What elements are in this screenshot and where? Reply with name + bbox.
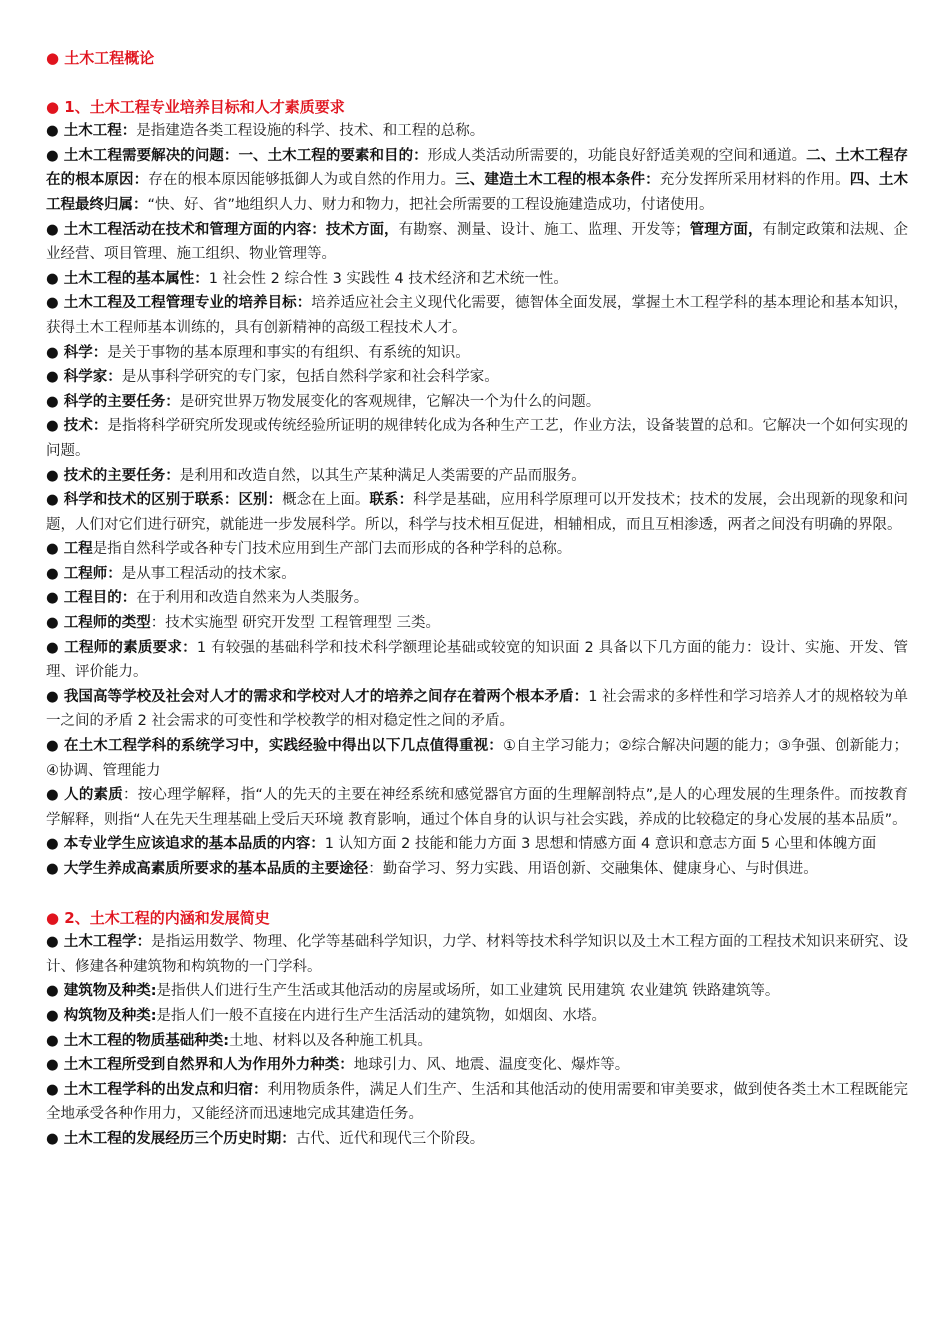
list-item <box>46 218 908 267</box>
item-text: 是指建造各类工程设施的科学、技术、和工程的总称。 <box>136 123 485 140</box>
list-item <box>46 365 908 390</box>
item-text: 1 有较强的基础科学和技术科学额理论基础或较宽的知识面 2 具备以下几方面的能力：设计、实施、开发、管理、评价能力。 <box>46 639 908 681</box>
item-text: 存在的根本原因能够抵御人为或自然的作用力。 <box>148 172 456 189</box>
list-item <box>46 1029 908 1054</box>
item-text: 土地、材料以及各种施工机具。 <box>229 1032 432 1049</box>
item-term: ● 大学生养成高素质所要求的基本品质的主要途径 <box>46 861 369 877</box>
list-item <box>46 586 908 611</box>
item-term: ● 科学： <box>46 344 108 361</box>
item-term: ● 工程师的素质要求： <box>46 639 197 656</box>
item-term: ● 工程师： <box>46 565 122 582</box>
list-item <box>46 414 908 463</box>
item-term: ● 土木工程的物质基础种类: <box>46 1032 229 1049</box>
list-item <box>46 685 908 734</box>
item-term: ● 土木工程学科的出发点和归宿： <box>46 1081 268 1098</box>
item-term: ● 技术： <box>46 418 108 435</box>
section-2-heading: ● 2、土木工程的内涵和发展简史 <box>46 908 270 927</box>
list-item <box>46 611 908 636</box>
section-2-body <box>46 930 908 1151</box>
item-term: 联系： <box>369 492 414 509</box>
item-text: ：勤奋学习、努力实践、用语创新、交融集体、健康身心、与时俱进。 <box>368 861 818 877</box>
list-item <box>46 119 908 144</box>
item-text: 有勘察、测量、设计、施工、监理、开发等； <box>398 221 690 238</box>
item-text: 是关于事物的基本原理和事实的有组织、有系统的知识。 <box>107 344 470 361</box>
item-text: ①自主学习能力；②综合解决问题的能力；③争强、创新能力；④协调、管理能力 <box>46 738 909 779</box>
item-text: 是研究世界万物发展变化的客观规律，它解决一个为什么的问题。 <box>179 393 601 410</box>
item-term: ● 在土木工程学科的系统学习中，实践经验中得出以下几点值得重视： <box>46 738 503 755</box>
section-1-body <box>46 119 908 881</box>
list-item <box>46 1127 908 1152</box>
document-page <box>46 46 908 1152</box>
item-term: ● 科学的主要任务： <box>46 393 180 410</box>
item-term: ● 本专业学生应该追求的基本品质的内容： <box>46 836 325 853</box>
item-text: 是从事科学研究的专门家，包括自然科学家和社会科学家。 <box>121 369 499 386</box>
list-item <box>46 832 908 857</box>
item-term: ● 建筑物及种类: <box>46 983 157 1000</box>
list-item <box>46 488 908 537</box>
item-text: 是指自然科学或各种专门技术应用到生产部门去而形成的各种学科的总称。 <box>92 541 572 558</box>
item-text: 形成人类活动所需要的，功能良好舒适美观的空间和通道。 <box>427 147 807 164</box>
list-item <box>46 1078 908 1127</box>
item-text: 科学是基础，应用科学原理可以开发技术；技术的发展，会出现新的现象和问题，人们对它们进行研究，就能进一步发展科学。所以，科学与技术相互促进，相辅相成，而且互相渗透，两者之间没有明确的界限。 <box>46 492 909 533</box>
item-text: 地球引力、风、地震、温度变化、爆炸等。 <box>353 1057 630 1074</box>
item-text: 是指将科学研究所发现或传统经验所证明的规律转化成为各种生产工艺，作业方法，设备装置的总和。它解决一个如何实现的问题。 <box>46 418 908 459</box>
list-item <box>46 341 908 366</box>
document-title: ● 土木工程概论 <box>46 49 155 67</box>
item-text: 1 社会性 2 综合性 3 实践性 4 技术经济和艺术统一性。 <box>208 270 568 287</box>
item-term: ● 构筑物及种类: <box>46 1007 157 1024</box>
item-term: ● 人的素质 <box>46 787 123 804</box>
item-text: 是指人们一般不直接在内进行生产生活活动的建筑物，如烟囱、水塔。 <box>156 1007 606 1024</box>
item-term: ● 科学家： <box>46 369 122 386</box>
item-text: 概念在上面。 <box>282 492 370 509</box>
list-item <box>46 636 908 685</box>
item-term: ● 土木工程： <box>46 123 137 140</box>
item-text: 1 社会需求的多样性和学习培养人才的规格较为单一之间的矛盾 2 社会需求的可变性和学校教学的相对稳定性之间的矛盾。 <box>46 688 908 730</box>
item-text: ：按心理学解释，指“人的先天的主要在神经系统和感觉器官方面的生理解剖特点”,是人的心理发展的生理条件。而按教育学解释，则指“人在先天生理基础上受后天环境 教育影响，通过个体自身的认识与社会实践，养成的比较稳定的身心发展的基本品质”。 <box>46 787 908 828</box>
list-item <box>46 537 908 562</box>
list-item <box>46 1053 908 1078</box>
list-item <box>46 857 908 882</box>
item-term: 四、土木工程最终归属： <box>46 172 909 213</box>
list-item <box>46 291 908 340</box>
item-term: ● 土木工程活动在技术和管理方面的内容：技术方面， <box>46 221 399 238</box>
item-text: ：技术实施型 研究开发型 工程管理型 三类。 <box>150 615 441 632</box>
item-term: ● 土木工程所受到自然界和人为作用外力种类： <box>46 1057 354 1074</box>
item-term: ● 我国高等学校及社会对人才的需求和学校对人才的培养之间存在着两个根本矛盾： <box>46 688 589 705</box>
item-term: ● 土木工程的发展经历三个历史时期： <box>46 1130 296 1147</box>
item-text: 是指供人们进行生产生活或其他活动的房屋或场所，如工业建筑 民用建筑 农业建筑 铁路建筑等。 <box>156 983 780 1000</box>
list-item <box>46 734 908 783</box>
item-text: 在于利用和改造自然来为人类服务。 <box>136 590 369 607</box>
item-text: 培养适应社会主义现代化需要，德智体全面发展，掌握土木工程学科的基本理论和基本知识，获得土木工程师基本训练的，具有创新精神的高级工程技术人才。 <box>46 295 908 336</box>
item-text: “快、好、省”地组织人力、财力和物力，把社会所需要的工程设施建造成功，付诸使用。 <box>147 196 714 213</box>
item-term: ● 工程 <box>46 541 93 558</box>
list-item <box>46 783 908 832</box>
item-term: ● 土木工程的基本属性： <box>46 270 209 287</box>
list-item <box>46 267 908 292</box>
item-text: 是利用和改造自然，以其生产某种满足人类需要的产品而服务。 <box>179 467 586 484</box>
item-term: ● 科学和技术的区别于联系：区别： <box>46 492 283 509</box>
item-term: ● 土木工程及工程管理专业的培养目标： <box>46 295 312 312</box>
list-item <box>46 562 908 587</box>
item-text: 利用物质条件，满足人们生产、生活和其他活动的使用需要和审美要求，做到使各类土木工程既能完全地承受各种作用力，又能经济而迅速地完成其建造任务。 <box>46 1081 908 1123</box>
item-term: ● 土木工程学： <box>46 934 152 951</box>
item-term: 管理方面， <box>689 221 763 238</box>
list-item <box>46 1004 908 1029</box>
item-text: 是指运用数学、物理、化学等基础科学知识，力学、材料等技术科学知识以及土木工程方面的工程技术知识来研究、设计、修建各种建筑物和构筑物的一门学科。 <box>46 934 909 975</box>
list-item <box>46 930 908 979</box>
item-text: 古代、近代和现代三个阶段。 <box>295 1130 485 1147</box>
item-term: ● 工程目的： <box>46 590 137 607</box>
list-item <box>46 464 908 489</box>
list-item <box>46 390 908 415</box>
item-term: 三、建造土木工程的根本条件： <box>455 172 660 189</box>
item-text: 1 认知方面 2 技能和能力方面 3 思想和情感方面 4 意识和意志方面 5 心里和体魄方面 <box>324 836 877 853</box>
list-item <box>46 144 908 218</box>
item-text: 是从事工程活动的技术家。 <box>121 565 296 582</box>
list-item <box>46 979 908 1004</box>
item-term: ● 土木工程需要解决的问题：一、土木工程的要素和目的： <box>46 147 428 164</box>
item-text: 有制定政策和法规、企业经营、项目管理、施工组织、物业管理等。 <box>46 221 909 263</box>
item-text: 充分发挥所采用材料的作用。 <box>659 172 850 189</box>
item-term: ● 技术的主要任务： <box>46 467 180 484</box>
item-term: ● 工程师的类型 <box>46 615 151 632</box>
section-1-heading: ● 1、土木工程专业培养目标和人才素质要求 <box>46 97 345 116</box>
item-term: 二、土木工程存在的根本原因： <box>46 147 909 189</box>
